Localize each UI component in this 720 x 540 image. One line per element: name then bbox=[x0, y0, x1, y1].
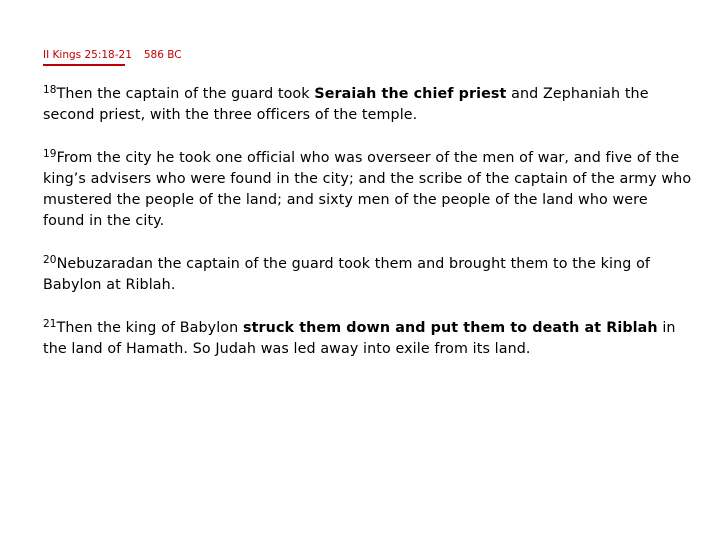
verse-number: 18 bbox=[43, 84, 57, 96]
verse-emphasis: struck them down and put them to death at Riblah bbox=[242, 320, 658, 336]
verse-text: and Zephaniah the second priest, with the three officers of the temple. bbox=[43, 86, 649, 123]
reference-underline bbox=[43, 64, 125, 66]
verse-text: Then the captain of the guard took bbox=[56, 86, 315, 102]
verse-18 bbox=[43, 84, 693, 126]
scripture-reference bbox=[43, 49, 182, 61]
verse-21 bbox=[43, 318, 693, 360]
passage-reference: II Kings 25:18-21 bbox=[43, 49, 132, 61]
verse-emphasis: Seraiah the chief priest bbox=[314, 86, 507, 102]
passage-year: 586 BC bbox=[143, 49, 182, 61]
verse-text: Nebuzaradan the captain of the guard took them and brought them to the king of Babylon at Riblah. bbox=[43, 256, 651, 293]
verse-text: in the land of Hamath. So Judah was led away into exile from its land. bbox=[43, 320, 676, 357]
verse-number: 21 bbox=[43, 318, 57, 330]
verse-text: From the city he took one official who was overseer of the men of war, and five of the king’s advisers who were found in the city; and the scribe of the captain of the army who mustered the people of the land; and sixty men of the people of the land who were found in the city. bbox=[43, 150, 692, 229]
verse-number: 20 bbox=[43, 254, 57, 266]
verse-text: Then the king of Babylon bbox=[56, 320, 243, 336]
verse-19 bbox=[43, 148, 693, 232]
verse-list bbox=[43, 84, 693, 382]
verse-20 bbox=[43, 254, 693, 296]
verse-number: 19 bbox=[43, 148, 57, 160]
